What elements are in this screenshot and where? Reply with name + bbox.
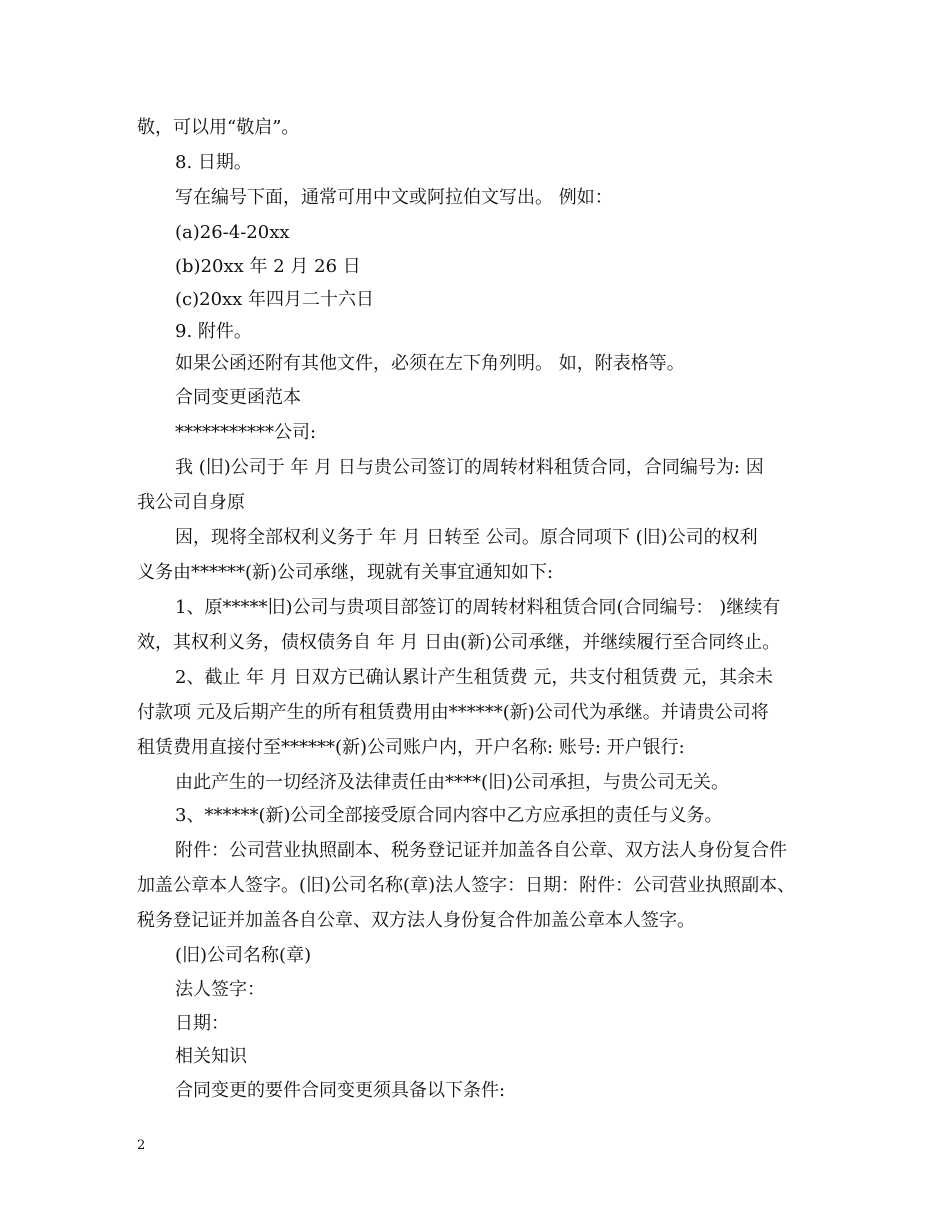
text-line: 附件：公司营业执照副本、税务登记证并加盖各自公章、双方法人身份复合件 [175,840,787,861]
text-line: 合同变更的要件合同变更须具备以下条件: [175,1080,506,1101]
text-line: 3、******(新)公司全部接受原合同内容中乙方应承担的责任与义务。 [175,805,723,826]
page-number: 2 [137,1138,146,1153]
text-line: 我 (旧)公司于 年 月 日与贵公司签订的周转材料租赁合同，合同编号为: 因 [175,457,764,478]
text-line: ***********公司: [175,422,317,443]
text-line: 税务登记证并加盖各自公章、双方法人身份复合件加盖公章本人签字。 [137,910,695,931]
text-line: 效，其权利义务，债权债务自 年 月 日由(新)公司承继，并继续履行至合同终止。 [137,632,781,653]
text-line: 2、截止 年 月 日双方已确认累计产生租赁费 元，共支付租赁费 元，其余未 [175,667,774,688]
text-line: 写在编号下面，通常可用中文或阿拉伯文写出。 例如： [175,187,613,208]
text-line: 8. 日期。 [175,152,252,173]
text-line: 付款项 元及后期产生的所有租赁费用由******(新)公司代为承继。并请贵公司将 [137,702,769,723]
text-line: 1、原*****旧)公司与贵项目部签订的周转材料租赁合同(合同编号： )继续有 [175,597,781,618]
text-line: 相关知识 [175,1046,247,1067]
text-line: (a)26-4-20xx [175,222,290,243]
text-line: 由此产生的一切经济及法律责任由****(旧)公司承担，与贵公司无关。 [175,772,730,793]
text-line: 日期： [175,1013,229,1034]
text-line: 我公司自身原 [137,492,245,513]
text-line: (c)20xx 年四月二十六日 [175,289,375,310]
text-line: (旧)公司名称(章) [175,945,312,966]
text-line: 法人签字： [175,979,265,1000]
text-line: 租赁费用直接付至******(新)公司账户内，开户名称: 账号: 开户银行: [137,737,685,758]
text-line: 因，现将全部权利义务于 年 月 日转至 公司。原合同项下 (旧)公司的权利 [175,527,758,548]
text-line: 如果公函还附有其他文件，必须在左下角列明。 如，附表格等。 [175,353,685,374]
text-line: 9. 附件。 [175,321,252,342]
text-line: 敬，可以用“敬启”。 [137,117,300,138]
text-line: 加盖公章本人签字。(旧)公司名称(章)法人签字：日期：附件：公司营业执照副本、 [137,875,796,896]
text-line: 合同变更函范本 [175,387,301,408]
text-line: (b)20xx 年 2 月 26 日 [175,256,361,277]
text-line: 义务由******(新)公司承继，现就有关事宜通知如下: [137,562,554,583]
